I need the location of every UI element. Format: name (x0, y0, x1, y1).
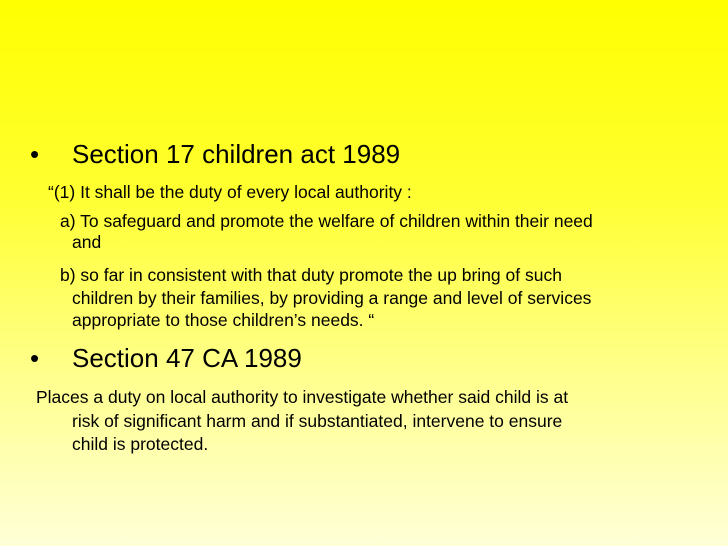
section-47-line-3: child is protected. (72, 434, 209, 454)
section-17-item-a-line-1: a) To safeguard and promote the welfare of children within their need (60, 211, 593, 231)
section-17-item-b-line-2: children by their families, by providing a range and level of services (72, 288, 592, 308)
section-17-heading: Section 17 children act 1989 (72, 139, 401, 169)
bullet-marker: • (30, 139, 40, 169)
section-47-heading: Section 47 CA 1989 (72, 343, 302, 373)
section-17-item-b-line-3: appropriate to those children’s needs. “ (72, 310, 375, 330)
section-17-item-b-line-1: b) so far in consistent with that duty promote the up bring of such (60, 265, 562, 285)
bullet-marker: • (30, 343, 40, 373)
section-47-line-1: Places a duty on local authority to investigate whether said child is at (36, 387, 569, 407)
section-47-line-2: risk of significant harm and if substantiated, intervene to ensure (72, 411, 563, 431)
section-17-quote-intro: “(1) It shall be the duty of every local authority : (48, 182, 412, 202)
section-17-item-a-line-2: and (72, 232, 102, 252)
